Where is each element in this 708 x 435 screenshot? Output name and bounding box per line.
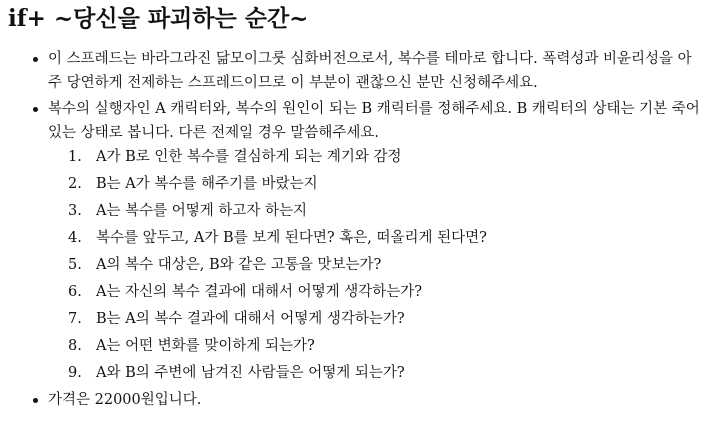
question-text: 복수를 앞두고, A가 B를 보게 된다면? 혹은, 떠올리게 된다면? [96,230,487,246]
question-number: 5. [68,257,82,273]
question-number: 7. [68,311,82,327]
question-item [48,172,700,196]
question-number: 6. [68,284,82,300]
question-number: 4. [68,230,82,246]
question-number: 1. [68,149,82,165]
page-title: if+ ~당신을 파괴하는 순간~ [8,5,309,32]
question-text: A는 복수를 어떻게 하고자 하는지 [96,203,307,219]
question-number: 8. [68,338,82,354]
question-item [48,334,700,358]
bullet-item-characters-text: 복수의 실행자인 A 캐릭터와, 복수의 원인이 되는 B 캐릭터를 정해주세요. B 캐릭터의 상태는 기본 죽어있는 상태로 봅니다. 다른 전제일 경우 말씀해주세요. [48,101,700,141]
question-text: A는 자신의 복수 결과에 대해서 어떻게 생각하는가? [96,284,423,300]
question-list [48,145,700,385]
bullet-item-price: 가격은 22000원입니다. [28,388,700,412]
bullet-item-characters [28,97,700,385]
question-number: 2. [68,176,82,192]
question-text: A의 복수 대상은, B와 같은 고통을 맛보는가? [96,257,382,273]
question-item [48,226,700,250]
question-item [48,280,700,304]
question-text: B는 A의 복수 결과에 대해서 어떻게 생각하는가? [96,311,405,327]
question-text: A는 어떤 변화를 맞이하게 되는가? [96,338,315,354]
question-text: A와 B의 주변에 남겨진 사람들은 어떻게 되는가? [96,365,405,381]
bullet-list [28,47,700,414]
question-text: B는 A가 복수를 해주기를 바랐는지 [96,176,318,192]
question-item [48,199,700,223]
question-item [48,361,700,385]
question-item [48,145,700,169]
question-item [48,307,700,331]
question-text: A가 B로 인한 복수를 결심하게 되는 계기와 감정 [96,149,402,165]
question-number: 3. [68,203,82,219]
bullet-item-intro: 이 스프레드는 바라그라진 닮모이그룻 심화버전으로서, 복수를 테마로 합니다. 폭력성과 비윤리성을 아주 당연하게 전제하는 스프레드이므로 이 부분이 괜찮으신 분만 신청해주세요. [28,47,700,95]
question-item [48,253,700,277]
question-number: 9. [68,365,82,381]
